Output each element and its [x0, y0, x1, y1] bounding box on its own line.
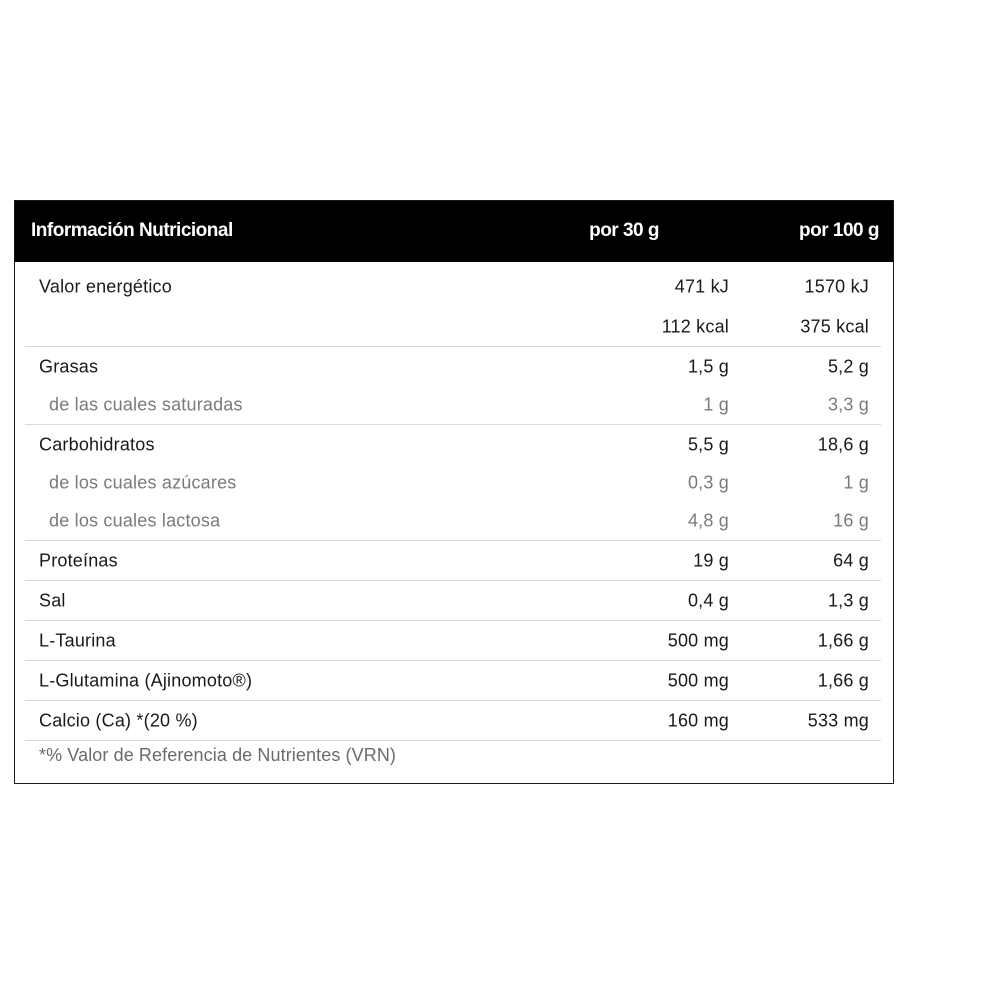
row-label: de los cuales azúcares — [49, 472, 237, 493]
table-row — [15, 541, 893, 580]
row-value-per-30g: 1 g — [703, 394, 729, 415]
row-value-per-30g: 112 kcal — [661, 316, 729, 337]
row-value-per-30g: 19 g — [693, 550, 729, 570]
table-row — [15, 464, 893, 502]
table-title: Información Nutricional — [31, 220, 233, 241]
row-value-per-100g: 533 mg — [807, 710, 869, 730]
table-row — [15, 386, 893, 424]
row-value-per-30g: 500 mg — [667, 630, 729, 650]
row-value-per-30g: 5,5 g — [687, 434, 729, 454]
row-label: Valor energético — [39, 276, 172, 297]
row-label: Grasas — [39, 356, 99, 376]
table-row — [15, 581, 893, 620]
table-row — [15, 621, 893, 660]
nutrition-table — [14, 200, 894, 784]
row-label: de las cuales saturadas — [49, 394, 243, 415]
table-row — [15, 262, 893, 308]
row-value-per-30g: 160 mg — [667, 710, 729, 730]
table-row — [15, 661, 893, 700]
row-value-per-30g: 1,5 g — [687, 356, 729, 376]
row-label: de los cuales lactosa — [49, 510, 221, 531]
row-value-per-30g: 500 mg — [667, 670, 729, 690]
row-value-per-100g: 1570 kJ — [804, 276, 869, 297]
row-value-per-30g: 0,4 g — [687, 590, 729, 610]
column-header-per-30g: por 30 g — [589, 220, 659, 241]
row-divider — [25, 740, 881, 741]
row-value-per-100g: 64 g — [833, 550, 869, 570]
row-value-per-100g: 16 g — [833, 510, 869, 531]
row-value-per-100g: 1 g — [843, 472, 869, 493]
footnote: *% Valor de Referencia de Nutrientes (VRN) — [39, 745, 397, 765]
row-value-per-100g: 1,66 g — [817, 630, 869, 650]
row-value-per-100g: 1,66 g — [817, 670, 869, 690]
table-row — [15, 308, 893, 346]
row-label: Carbohidratos — [39, 434, 155, 454]
row-value-per-100g: 3,3 g — [827, 394, 869, 415]
row-label: Sal — [39, 590, 66, 610]
row-value-per-30g: 0,3 g — [687, 472, 729, 493]
column-header-per-100g: por 100 g — [799, 220, 879, 241]
row-value-per-30g: 4,8 g — [687, 510, 729, 531]
row-value-per-30g: 471 kJ — [674, 276, 729, 297]
row-label: L-Glutamina (Ajinomoto®) — [39, 670, 253, 690]
row-label: Calcio (Ca) *(20 %) — [39, 710, 198, 730]
row-label: L-Taurina — [39, 630, 116, 650]
row-value-per-100g: 375 kcal — [800, 316, 869, 337]
table-header — [15, 201, 893, 262]
row-value-per-100g: 1,3 g — [827, 590, 869, 610]
table-row — [15, 425, 893, 464]
row-value-per-100g: 5,2 g — [827, 356, 869, 376]
table-body — [15, 262, 893, 741]
table-row — [15, 701, 893, 740]
row-label: Proteínas — [39, 550, 118, 570]
row-value-per-100g: 18,6 g — [817, 434, 869, 454]
table-row — [15, 502, 893, 540]
table-row — [15, 347, 893, 386]
